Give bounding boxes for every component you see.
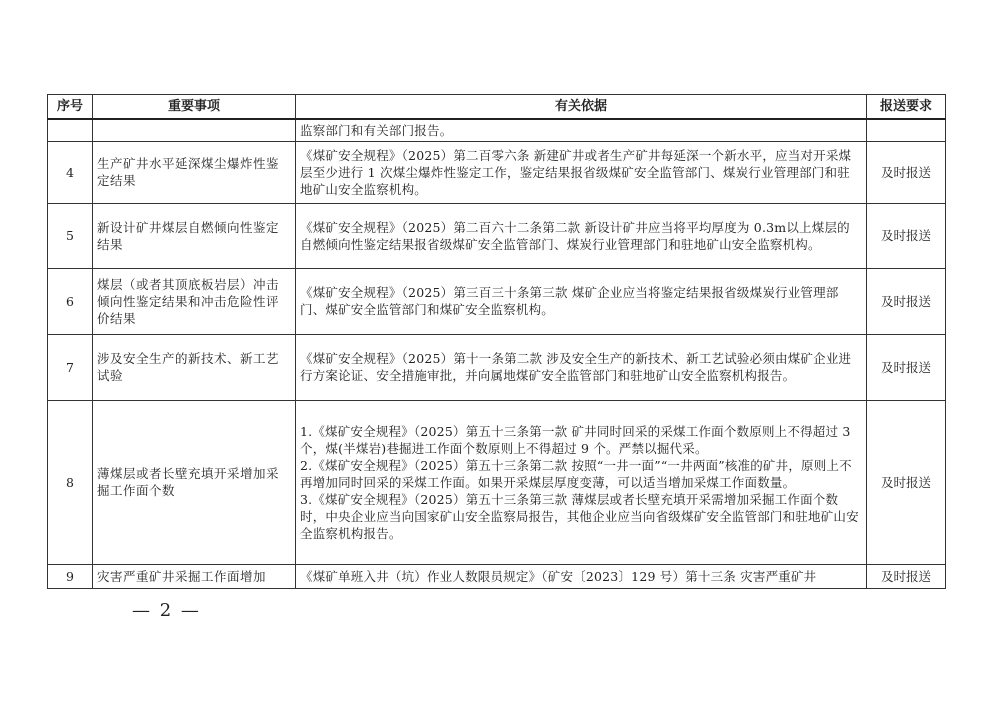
basis-paragraph: 《煤矿安全规程》（2025）第十一条第二款 涉及安全生产的新技术、新工艺试验必须由煤矿企业进行方案论证、安全措施审批，并向属地煤矿安全监管部门和驻地矿山安全监察机构报告。 xyxy=(300,351,852,383)
row-item: 涉及安全生产的新技术、新工艺试验 xyxy=(93,334,296,400)
row-requirement: 及时报送 xyxy=(867,400,946,564)
row-basis xyxy=(296,334,867,400)
basis-paragraph: 《煤矿单班入井（坑）作业人数限员规定》（矿安〔2023〕129 号）第十三条 灾害严重矿井 xyxy=(300,568,817,584)
basis-paragraph: 监察部门和有关部门报告。 xyxy=(300,122,453,138)
row-item: 生产矿井水平延深煤尘爆炸性鉴定结果 xyxy=(93,141,296,203)
row-basis xyxy=(296,119,867,141)
basis-paragraph: 《煤矿安全规程》（2025）第三百三十条第三款 煤矿企业应当将鉴定结果报省级煤炭行业管理部门、煤矿安全监管部门和煤矿安全监察机构。 xyxy=(300,285,839,317)
row-basis xyxy=(296,564,867,588)
matters-table xyxy=(47,94,946,589)
row-number: 4 xyxy=(48,141,93,203)
table-row xyxy=(48,268,946,334)
row-requirement: 及时报送 xyxy=(867,141,946,203)
row-requirement: 及时报送 xyxy=(867,564,946,588)
table-header-row xyxy=(48,95,946,120)
header-basis: 有关依据 xyxy=(296,95,867,120)
basis-paragraph: 《煤矿安全规程》（2025）第二百零六条 新建矿井或者生产矿井每延深一个新水平，应当对开采煤层至少进行 1 次煤尘爆炸性鉴定工作，鉴定结果报省级煤矿安全监管部门、煤炭行业管理部门和驻地矿山安全监察机构。 xyxy=(300,147,852,197)
row-basis xyxy=(296,203,867,268)
table-row xyxy=(48,119,946,141)
table-row xyxy=(48,400,946,564)
row-requirement: 及时报送 xyxy=(867,203,946,268)
row-number: 9 xyxy=(48,564,93,588)
header-num: 序号 xyxy=(48,95,93,120)
table-row xyxy=(48,141,946,203)
header-req: 报送要求 xyxy=(867,95,946,120)
row-item: 新设计矿井煤层自燃倾向性鉴定结果 xyxy=(93,203,296,268)
row-number: 6 xyxy=(48,268,93,334)
row-basis xyxy=(296,141,867,203)
header-item: 重要事项 xyxy=(93,95,296,120)
basis-paragraph: 《煤矿安全规程》（2025）第二百六十二条第二款 新设计矿井应当将平均厚度为 0.3m以上煤层的自燃倾向性鉴定结果报省级煤矿安全监管部门、煤炭行业管理部门和驻地矿山安全监察机构。 xyxy=(300,219,850,252)
row-requirement: 及时报送 xyxy=(867,268,946,334)
page-number: — 2 — xyxy=(132,600,201,621)
row-basis xyxy=(296,268,867,334)
row-number: 8 xyxy=(48,400,93,564)
basis-paragraph: 2.《煤矿安全规程》（2025）第五十三条第二款 按照“一井一面”“一井两面”核准的矿井，原则上不再增加同时回采的采煤工作面。如果开采煤层厚度变薄，可以适当增加采煤工作面数量。 xyxy=(300,457,852,490)
basis-paragraph: 1.《煤矿安全规程》（2025）第五十三条第一款 矿井同时回采的采煤工作面个数原则上不得超过 3 个，煤(半煤岩)巷掘进工作面个数原则上不得超过 9 个。严禁以掘代采。 xyxy=(300,423,851,456)
row-item: 煤层（或者其顶底板岩层）冲击倾向性鉴定结果和冲击危险性评价结果 xyxy=(93,268,296,334)
table-body xyxy=(48,119,946,588)
row-requirement xyxy=(867,119,946,141)
basis-paragraph: 3.《煤矿安全规程》（2025）第五十三条第三款 薄煤层或者长壁充填开采需增加采掘工作面个数时，中央企业应当向国家矿山安全监察局报告，其他企业应当向省级煤矿安全监管部门和驻地矿山安全监察机构报告。 xyxy=(300,491,859,541)
row-requirement: 及时报送 xyxy=(867,334,946,400)
row-basis xyxy=(296,400,867,564)
table-row xyxy=(48,203,946,268)
row-item xyxy=(93,119,296,141)
row-number: 7 xyxy=(48,334,93,400)
row-number xyxy=(48,119,93,141)
row-item: 薄煤层或者长壁充填开采增加采掘工作面个数 xyxy=(93,400,296,564)
row-item: 灾害严重矿井采掘工作面增加 xyxy=(93,564,296,588)
table-row xyxy=(48,564,946,588)
row-number: 5 xyxy=(48,203,93,268)
table-row xyxy=(48,334,946,400)
